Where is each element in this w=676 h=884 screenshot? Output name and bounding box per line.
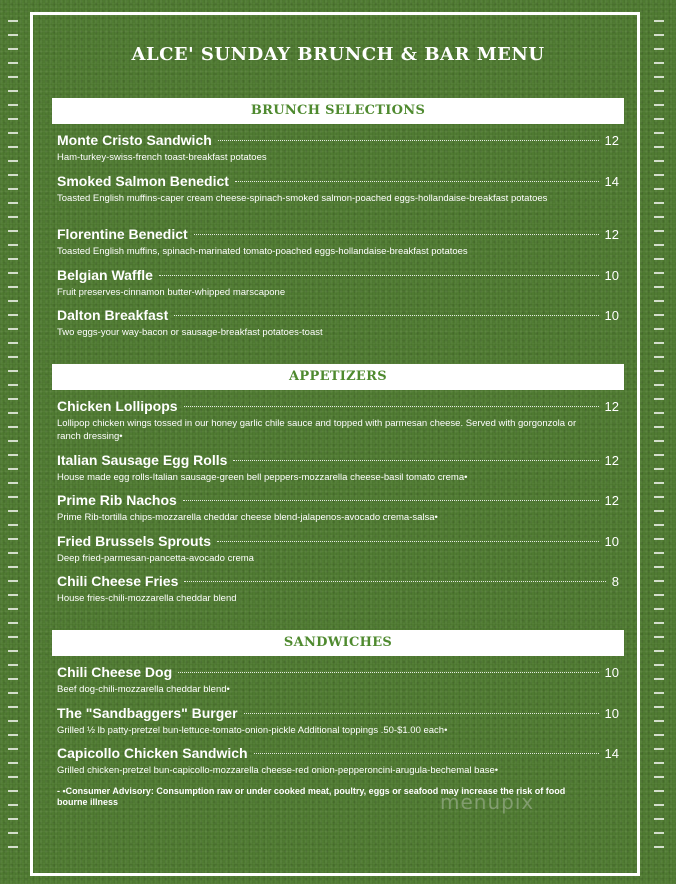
menu-item <box>57 398 619 443</box>
watermark: menupix <box>440 790 535 814</box>
item-price: 12 <box>604 453 619 468</box>
item-name: Chili Cheese Fries <box>57 573 179 589</box>
item-description: Grilled ½ lb patty-pretzel bun-lettuce-tomato-onion-pickle Additional toppings .50-$1.00 each• <box>57 725 448 736</box>
item-description: Grilled chicken-pretzel bun-capicollo-mozzarella cheese-red onion-pepperoncini-arugula-bechemal base• <box>57 765 499 776</box>
section-heading-brunch: BRUNCH SELECTIONS <box>52 98 624 124</box>
leader-dots <box>159 275 599 276</box>
item-name: Smoked Salmon Benedict <box>57 173 229 189</box>
item-description: Toasted English muffins-caper cream cheese-spinach-smoked salmon-poached eggs-hollandaise-breakfast potatoes <box>57 193 548 204</box>
item-price: 10 <box>604 308 619 323</box>
menu-item <box>57 307 619 339</box>
item-name: Prime Rib Nachos <box>57 492 177 508</box>
section-heading-appetizers: APPETIZERS <box>52 364 624 390</box>
item-description: Beef dog-chili-mozzarella cheddar blend• <box>57 684 230 695</box>
item-price: 12 <box>604 493 619 508</box>
menu-item <box>57 226 619 258</box>
leader-dots <box>244 713 599 714</box>
leader-dots <box>184 581 605 582</box>
item-price: 10 <box>604 268 619 283</box>
item-name: Belgian Waffle <box>57 267 153 283</box>
item-description: Deep fried-parmesan-pancetta-avocado crema <box>57 553 254 564</box>
consumer-advisory: - •Consumer Advisory: Consumption raw or under cooked meat, poultry, eggs or seafood may increase the risk of food bourne illness <box>57 786 566 807</box>
item-price: 12 <box>604 227 619 242</box>
item-price: 14 <box>604 746 619 761</box>
menu-item <box>57 745 619 777</box>
item-price: 14 <box>604 174 619 189</box>
item-name: Monte Cristo Sandwich <box>57 132 212 148</box>
item-price: 8 <box>611 574 619 589</box>
item-name: Fried Brussels Sprouts <box>57 533 212 549</box>
yard-markers-right <box>654 20 668 864</box>
item-price: 12 <box>604 399 619 414</box>
item-description: Toasted English muffins, spinach-marinated tomato-poached eggs-hollandaise-breakfast potatoes <box>57 246 468 257</box>
leader-dots <box>218 140 599 141</box>
menu-title: ALCE' SUNDAY BRUNCH & BAR MENU <box>131 44 545 65</box>
item-description: Fruit preserves-cinnamon butter-whipped marscapone <box>57 287 286 298</box>
menu-item <box>57 267 619 299</box>
item-description: House fries-chili-mozzarella cheddar blend <box>57 593 237 604</box>
leader-dots <box>178 672 598 673</box>
menu-item <box>57 492 619 524</box>
item-price: 12 <box>604 133 619 148</box>
item-description: Lollipop chicken wings tossed in our honey garlic chile sauce and topped with parmesan cheese. Served with gorgonzola or ranch dressing• <box>57 418 577 442</box>
item-price: 10 <box>604 665 619 680</box>
item-description: Prime Rib-tortilla chips-mozzarella cheddar cheese blend-jalapenos-avocado crema-salsa• <box>57 512 438 523</box>
menu-item <box>57 173 619 205</box>
section-heading-sandwiches: SANDWICHES <box>52 630 624 656</box>
leader-dots <box>194 234 599 235</box>
leader-dots <box>184 406 599 407</box>
menu-item <box>57 664 619 696</box>
item-price: 10 <box>604 706 619 721</box>
leader-dots <box>217 541 598 542</box>
item-description: Ham-turkey-swiss-french toast-breakfast potatoes <box>57 152 267 163</box>
item-name: Italian Sausage Egg Rolls <box>57 452 228 468</box>
item-name: Chili Cheese Dog <box>57 664 173 680</box>
item-name: Chicken Lollipops <box>57 398 178 414</box>
menu-item <box>57 705 619 737</box>
leader-dots <box>233 460 598 461</box>
leader-dots <box>174 315 598 316</box>
item-price: 10 <box>604 534 619 549</box>
item-name: Dalton Breakfast <box>57 307 169 323</box>
menu-item <box>57 132 619 164</box>
item-description: House made egg rolls-Italian sausage-green bell peppers-mozzarella cheese-basil tomato crema• <box>57 472 468 483</box>
menu-item <box>57 573 619 605</box>
leader-dots <box>183 500 599 501</box>
item-name: The "Sandbaggers" Burger <box>57 705 238 721</box>
item-description: Two eggs-your way-bacon or sausage-breakfast potatoes-toast <box>57 327 323 338</box>
yard-markers-left <box>8 20 22 864</box>
menu-item <box>57 452 619 484</box>
leader-dots <box>235 181 599 182</box>
menu-item <box>57 533 619 565</box>
leader-dots <box>254 753 599 754</box>
item-name: Florentine Benedict <box>57 226 188 242</box>
item-name: Capicollo Chicken Sandwich <box>57 745 248 761</box>
